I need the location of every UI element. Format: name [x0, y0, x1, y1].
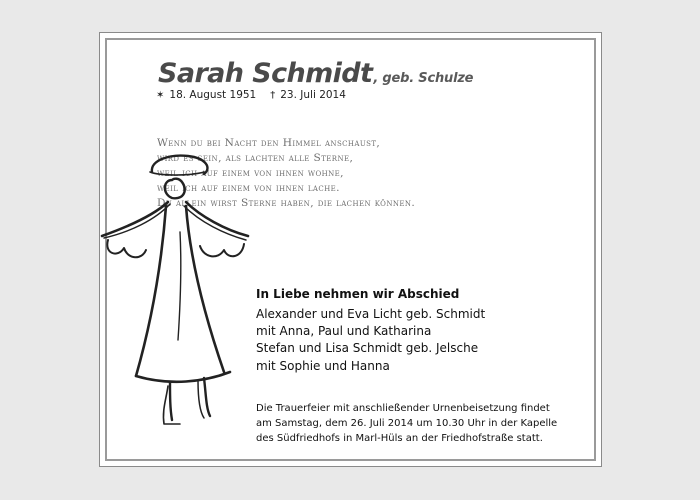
farewell-block	[256, 286, 485, 375]
maiden-name: , geb. Schulze	[373, 71, 474, 86]
poem-line: weil ich auf einem von ihnen wohne,	[157, 167, 344, 179]
farewell-heading: In Liebe nehmen wir Abschied	[256, 287, 460, 301]
death-date: 23. Juli 2014	[280, 89, 346, 101]
service-info-line: am Samstag, dem 26. Juli 2014 um 10.30 Uhr in der Kapelle	[256, 418, 558, 429]
poem-line: weil ich auf einem von ihnen lache.	[157, 182, 340, 194]
service-info-line: des Südfriedhofs in Marl-Hüls an der Friedhofstraße statt.	[256, 433, 543, 444]
poem-line: Du allein wirst Sterne haben, die lachen können.	[157, 197, 416, 209]
mourner-line: mit Anna, Paul und Katharina	[256, 324, 432, 339]
deceased-name: Sarah Schmidt	[158, 58, 373, 89]
name-line	[158, 58, 473, 89]
service-info	[256, 401, 557, 446]
mourner-line: mit Sophie und Hanna	[256, 358, 390, 373]
mourner-line: Stefan und Lisa Schmidt geb. Jelsche	[256, 341, 479, 356]
poem-line: Wenn du bei Nacht den Himmel anschaust,	[157, 137, 381, 149]
mourner-line: Alexander und Eva Licht geb. Schmidt	[256, 307, 486, 321]
birth-star-icon: ✶	[156, 90, 165, 101]
angel-drawing-icon	[100, 150, 250, 430]
death-cross-icon: †	[270, 90, 276, 101]
life-dates	[156, 89, 346, 101]
poem-line: wird es sein, als lachten alle Sterne,	[157, 152, 354, 164]
service-info-line: Die Trauerfeier mit anschließender Urnenbeisetzung findet	[256, 403, 550, 414]
birth-date: 18. August 1951	[169, 89, 257, 101]
